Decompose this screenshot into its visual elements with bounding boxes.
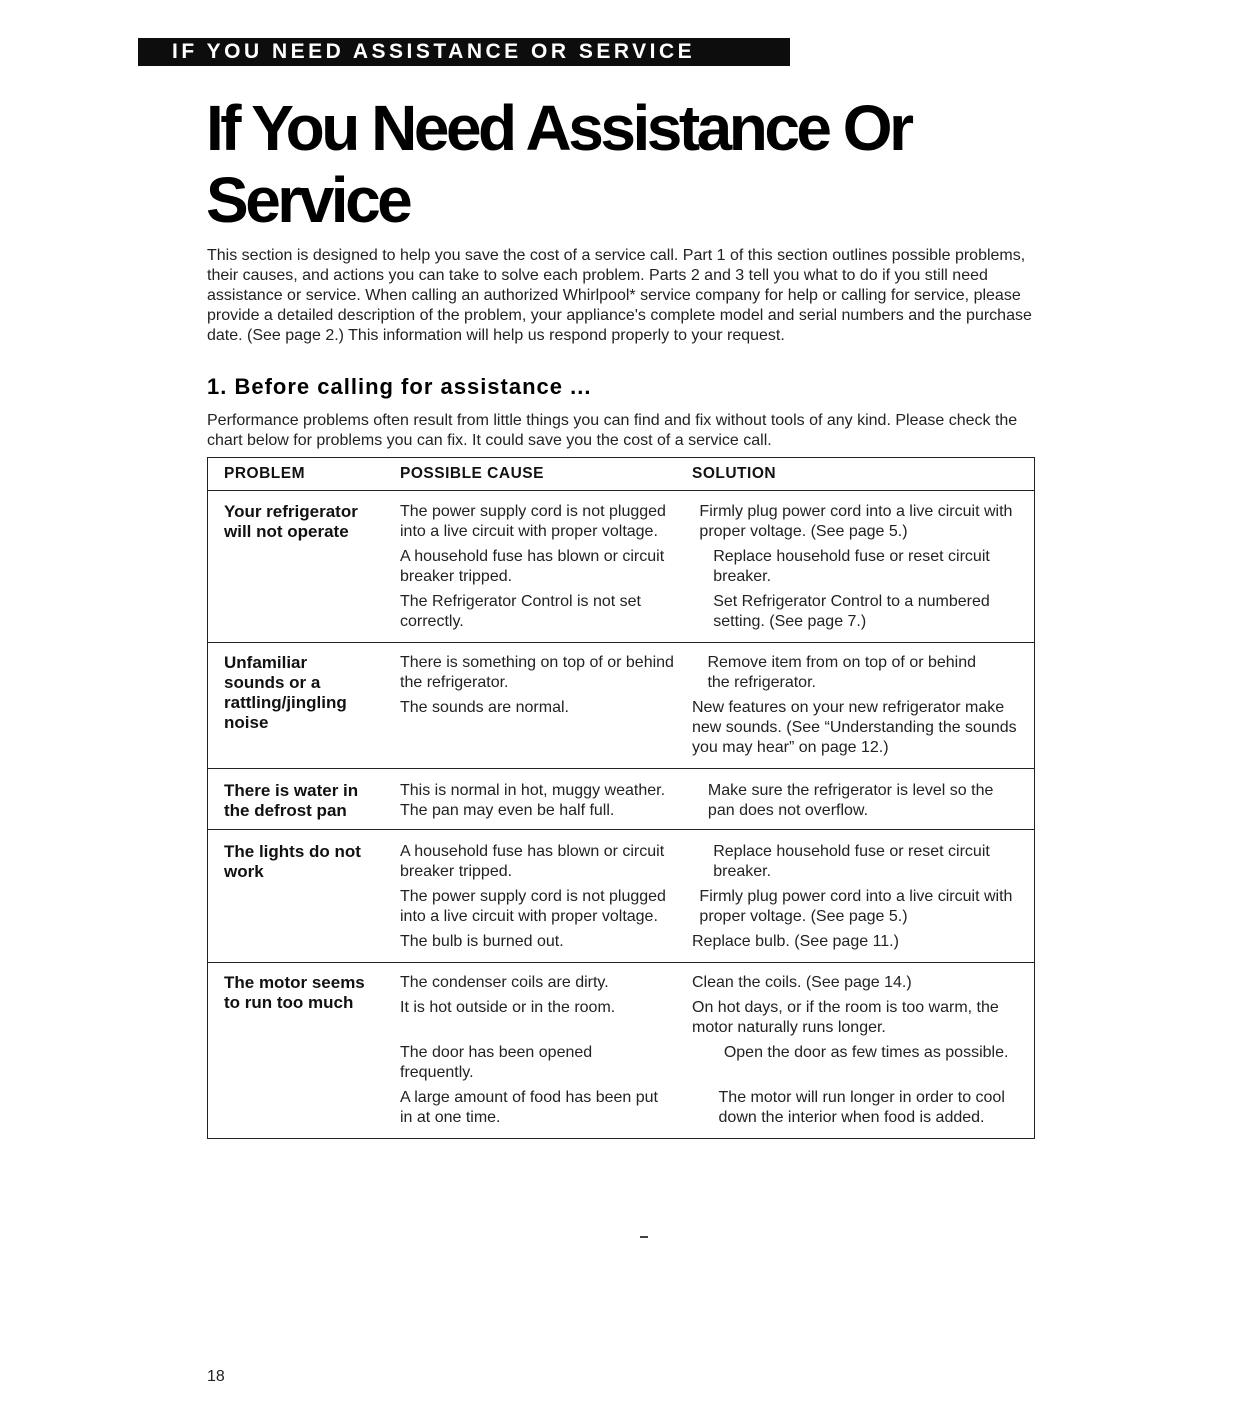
table-row	[208, 830, 1034, 963]
page-title-line-1: If You Need Assistance Or	[206, 92, 911, 164]
cause-cell: There is something on top of or behind the refrigerator.	[400, 654, 674, 691]
cause-cell: A household fuse has blown or circuit breaker tripped.	[400, 843, 665, 880]
scan-mark	[640, 1236, 648, 1238]
cause-solution-list	[400, 502, 1032, 632]
cause-cell: The power supply cord is not plugged into a live circuit with proper voltage.	[400, 888, 666, 925]
cause-cell: A household fuse has blown or circuit breaker tripped.	[400, 548, 665, 585]
problem-cell: There is water in the defrost pan	[224, 781, 359, 820]
cause-solution-pair	[400, 932, 1032, 952]
header-cause: POSSIBLE CAUSE	[400, 465, 544, 482]
page-number: 18	[207, 1368, 225, 1385]
table-header-row	[208, 458, 1034, 491]
section-heading: 1. Before calling for assistance ...	[207, 374, 592, 399]
solution-cell: Replace household fuse or reset circuit breaker.	[713, 548, 990, 585]
page-title	[206, 92, 1106, 236]
cause-solution-list	[400, 653, 1032, 758]
problem-cell: Your refrigerator will not operate	[224, 502, 358, 541]
solution-cell: Set Refrigerator Control to a numbered setting. (See page 7.)	[713, 593, 990, 630]
header-solution: SOLUTION	[692, 465, 777, 482]
table-row	[208, 643, 1034, 769]
cause-solution-pair	[400, 781, 1032, 821]
cause-solution-pair	[400, 698, 1032, 758]
cause-cell: The sounds are normal.	[400, 699, 569, 716]
cause-cell: This is normal in hot, muggy weather. The pan may even be half full.	[400, 782, 666, 819]
solution-cell: Make sure the refrigerator is level so the pan does not overflow.	[707, 782, 994, 819]
table-row	[208, 963, 1034, 1138]
solution-cell: Open the door as few times as possible.	[723, 1044, 1009, 1061]
cause-solution-pair	[400, 592, 1032, 632]
solution-cell: Clean the coils. (See page 14.)	[692, 974, 912, 991]
cause-solution-list	[400, 781, 1032, 821]
solution-cell: New features on your new refrigerator make new sounds. (See “Understanding the sounds you may hear” on page 12.)	[692, 699, 1017, 756]
table-row	[208, 491, 1034, 643]
cause-solution-pair	[400, 502, 1032, 542]
table-row	[208, 769, 1034, 830]
cause-cell: The door has been opened frequently.	[400, 1044, 593, 1081]
cause-solution-pair	[400, 842, 1032, 882]
cause-solution-pair	[400, 547, 1032, 587]
section-banner	[138, 38, 790, 66]
cause-cell: The condenser coils are dirty.	[400, 974, 609, 991]
solution-cell: Firmly plug power cord into a live circuit with proper voltage. (See page 5.)	[699, 888, 1013, 925]
cause-solution-pair	[400, 973, 1032, 993]
problem-cell: The motor seems to run too much	[224, 973, 365, 1012]
solution-cell: The motor will run longer in order to cool down the interior when food is added.	[718, 1089, 1005, 1126]
section-banner-text: IF YOU NEED ASSISTANCE OR SERVICE	[172, 40, 696, 63]
solution-cell: On hot days, or if the room is too warm, the motor naturally runs longer.	[692, 999, 999, 1036]
solution-cell: Remove item from on top of or behind the refrigerator.	[707, 654, 977, 691]
cause-cell: A large amount of food has been put in at one time.	[400, 1089, 658, 1126]
cause-solution-pair	[400, 1043, 1032, 1083]
intro-paragraph: This section is designed to help you save the cost of a service call. Part 1 of this section outlines possible problems, their causes, and actions you can take to solve each problem. Parts 2 and 3 tell you what to do if you still need assistance or service. When calling an authorized Whirlpool* service company for help or calling for service, please provide a detailed description of the problem, your appliance's complete model and serial numbers and the purchase date. (See page 2.) This information will help us respond properly to your request.	[207, 247, 1032, 344]
cause-solution-pair	[400, 887, 1032, 927]
problem-cell: Unfamiliar sounds or a rattling/jingling noise	[224, 653, 347, 732]
cause-solution-pair	[400, 1088, 1032, 1128]
header-problem: PROBLEM	[224, 465, 305, 482]
cause-cell: The Refrigerator Control is not set correctly.	[400, 593, 641, 630]
cause-cell: The bulb is burned out.	[400, 933, 564, 950]
problem-cell: The lights do not work	[224, 842, 361, 881]
cause-cell: It is hot outside or in the room.	[400, 999, 616, 1016]
solution-cell: Firmly plug power cord into a live circuit with proper voltage. (See page 5.)	[699, 503, 1013, 540]
cause-solution-pair	[400, 653, 1032, 693]
section-intro-paragraph: Performance problems often result from little things you can find and fix without tools of any kind. Please check the chart below for problems you can fix. It could save you the cost of a service call.	[207, 412, 1018, 449]
cause-solution-list	[400, 973, 1032, 1128]
page-title-line-2: Service	[206, 164, 410, 236]
cause-solution-pair	[400, 998, 1032, 1038]
solution-cell: Replace household fuse or reset circuit breaker.	[713, 843, 990, 880]
solution-cell: Replace bulb. (See page 11.)	[692, 933, 899, 950]
troubleshooting-table	[207, 457, 1035, 1139]
cause-solution-list	[400, 842, 1032, 952]
cause-cell: The power supply cord is not plugged into a live circuit with proper voltage.	[400, 503, 666, 540]
